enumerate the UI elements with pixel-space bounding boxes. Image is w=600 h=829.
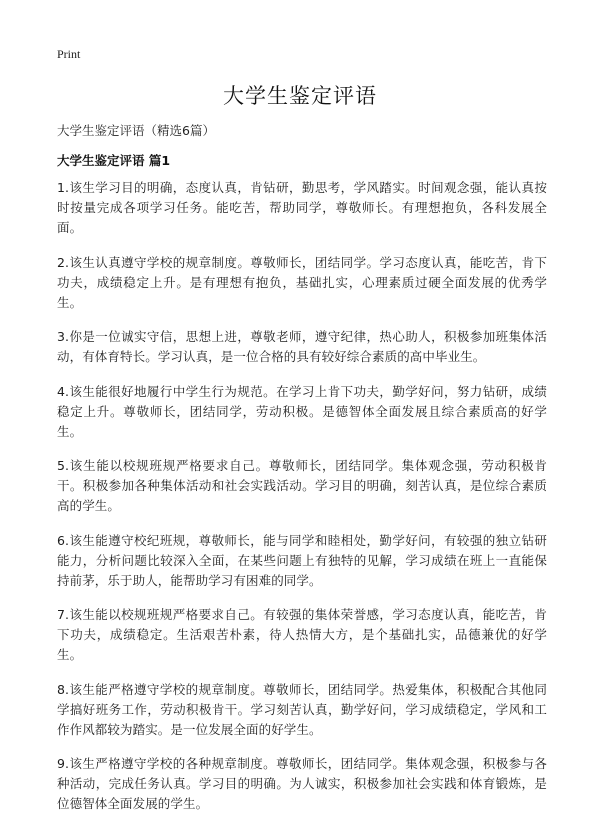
document-title: 大学生鉴定评语: [223, 84, 377, 108]
document-body: [57, 178, 547, 829]
paragraph-6: 6.该生能遵守校纪班规，尊敬师长，能与同学和睦相处，勤学好问，有较强的独立钻研能力，分析问题比较深入全面，在某些问题上有独特的见解，学习成绩在班上一直能保持前茅，乐于助人，能帮助学习有困难的同学。: [57, 532, 547, 588]
paragraph-7: 7.该生能以校规班规严格要求自己。有较强的集体荣誉感，学习态度认真，能吃苦，肯下功夫，成绩稳定。生活艰苦朴素，待人热情大方，是个基础扎实，品德兼优的好学生。: [57, 607, 547, 662]
paragraph-3: 3.你是一位诚实守信，思想上进，尊敬老师，遵守纪律，热心助人，积极参加班集体活动，有体育特长。学习认真，是一位合格的具有较好综合素质的高中毕业生。: [57, 329, 547, 364]
paragraph-1: 1.该生学习目的明确，态度认真，肯钻研，勤思考，学风踏实。时间观念强，能认真按时按量完成各项学习任务。能吃苦，帮助同学，尊敬师长。有理想抱负，各科发展全面。: [57, 180, 547, 235]
paragraph-2: 2.该生认真遵守学校的规章制度。尊敬师长，团结同学。学习态度认真，能吃苦，肯下功夫，成绩稳定上升。是有理想有抱负，基础扎实，心理素质过硬全面发展的优秀学生。: [57, 254, 547, 310]
section-heading: 大学生鉴定评语 篇1: [57, 153, 171, 168]
document-subtitle: 大学生鉴定评语（精选6篇）: [57, 123, 215, 138]
print-label: Print: [57, 47, 81, 61]
paragraph-8: 8.该生能严格遵守学校的规章制度。尊敬师长，团结同学。热爱集体，积极配合其他同学搞好班务工作，劳动积极肯干。学习刻苦认真，勤学好问，学习成绩稳定，学风和工作作风都较为踏实。是一位发展全面的好学生。: [57, 681, 547, 737]
paragraph-5: 5.该生能以校规班规严格要求自己。尊敬师长，团结同学。集体观念强，劳动积极肯干。积极参加各种集体活动和社会实践活动。学习目的明确，刻苦认真，是位综合素质高的学生。: [57, 458, 547, 513]
paragraph-4: 4.该生能很好地履行中学生行为规范。在学习上肯下功夫，勤学好问，努力钻研，成绩稳定上升。尊敬师长，团结同学，劳动积极。是德智体全面发展且综合素质高的好学生。: [57, 383, 547, 439]
paragraph-9: 9.该生严格遵守学校的各种规章制度。尊敬师长，团结同学。集体观念强，积极参与各种活动，完成任务认真。学习目的明确。为人诚实，积极参加社会实践和体育锻炼，是位德智体全面发展的学生。: [57, 756, 547, 811]
